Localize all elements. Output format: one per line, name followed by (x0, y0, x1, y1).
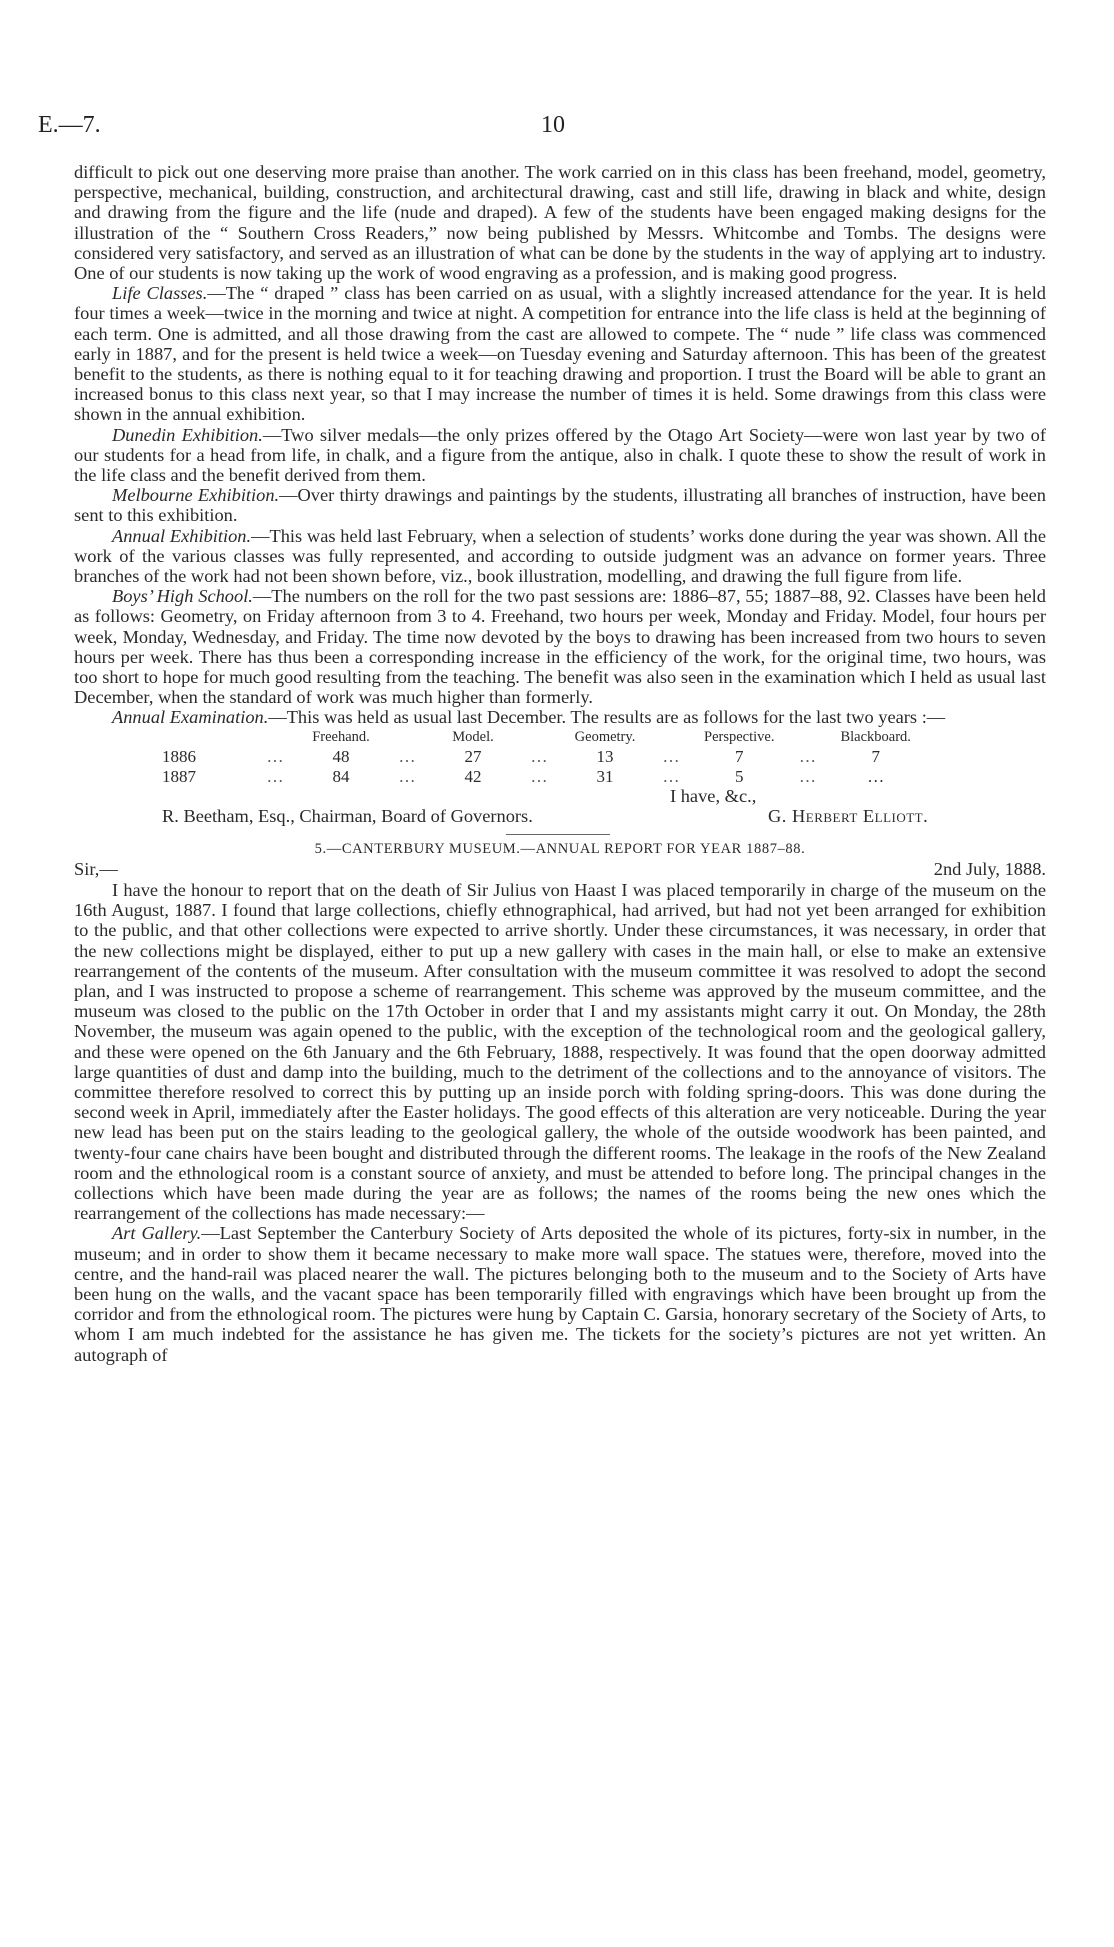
leader-dots: … (266, 747, 284, 767)
paragraph-art-gallery (74, 1223, 1046, 1364)
salutation-line (74, 859, 1046, 880)
paragraph-boys-high-school (74, 586, 1046, 707)
closing-addressee: R. Beetham, Esq., Chairman, Board of Governors. (162, 805, 533, 826)
art-gallery-text: —Last September the Canterbury Society of Arts deposited the whole of its pictures, forty-six in number, in the museum; and in order to show them it became necessary to make more wall space. The statues were, therefore, moved into the centre, and the hand-rail was placed nearer the wall. The pictures belonging both to the museum and to the Society of Arts have been hung on the walls, and the vacant space has been temporarily filled with engravings which have been brought up from the corridor and from the ethnological room. The pictures were hung by Captain C. Garsia, honorary secretary of the Society of Arts, to whom I am much indebted for the assistance he has given me. The tickets for the society’s pictures are not yet written. An autograph of (74, 1223, 1046, 1365)
table-row (74, 767, 911, 786)
leader-dots: … (398, 747, 416, 767)
paragraph-annual-exhibition (74, 526, 1046, 587)
leader-dots: … (662, 747, 680, 767)
row-year: 1887 (162, 766, 196, 786)
closing-block (74, 786, 1046, 826)
row-year: 1886 (162, 747, 196, 767)
paragraph-life-classes (74, 283, 1046, 424)
results-table-header (74, 728, 911, 747)
cell-model: 27 (464, 747, 482, 767)
cell-perspective: 5 (734, 766, 744, 786)
cell-blackboard: … (867, 766, 885, 786)
document-reference: E.—7. (38, 112, 101, 138)
paragraph-museum-report: I have the honour to report that on the death of Sir Julius von Haast I was placed temporarily in charge of the museum on the 16th August, 1887. I found that large collections, chiefly ethnographical, had arrived, but had not yet been arranged for exhibition to the public, and that other collections were expected to arrive shortly. Under these circumstances, it was necessary, in order that the new collections might be displayed, either to put up a new gallery with cases in the main hall, or else to make an extensive rearrangement of the contents of the museum. After consultation with the museum committee it was resolved to adopt the second plan, and I was instructed to propose a scheme of rearrangement. This scheme was approved by the museum committee, and the museum was closed to the public on the 17th October in order that I and my assistants might carry it out. On Monday, the 28th November, the museum was again opened to the public, with the exception of the technological room and the geological gallery, and these were opened on the 6th January and the 6th February, 1888, respectively. It was found that the open doorway admitted large quantities of dust and damp into the building, much to the detriment of the collections and to the annoyance of visitors. The committee therefore resolved to correct this by putting up an inside porch with folding spring-doors. This was done during the second week in April, immediately after the Easter holidays. The good effects of this alteration are very noticeable. During the year new lead has been put on the stairs leading to the geological gallery, the whole of the outside woodwork has been painted, and twenty-four cane chairs have been bought and distributed through the different rooms. The leakage in the roofs of the New Zealand room and the ethnological room is a constant source of anxiety, and must be attended to before long. The principal changes in the collections which have been made during the year are as follows; the names of the rooms being the new ones which the rearrangement of the collections has made necessary:— (74, 879, 1046, 1224)
melbourne-text: —Over thirty drawings and paintings by the students, illustrating all branches of instruction, have been sent to this exhibition. (74, 485, 1046, 526)
results-table (74, 728, 911, 786)
closing-i-have: I have, &c., (670, 785, 757, 806)
leader-dots: … (530, 747, 548, 767)
boys-high-school-title: Boys’ High School. (112, 586, 253, 607)
paragraph-annual-examination (74, 707, 1046, 727)
page-number: 10 (541, 112, 565, 138)
leader-dots: … (398, 766, 416, 786)
leader-dots: … (530, 766, 548, 786)
paragraph-melbourne-exhibition (74, 485, 1046, 525)
column-header-perspective: Perspective. (704, 728, 775, 745)
column-header-freehand: Freehand. (312, 728, 370, 745)
paragraph-continuation: difficult to pick out one deserving more praise than another. The work carried on in this class has been freehand, model, geometry, perspective, mechanical, building, construction, and architectural drawing, cast and still life, drawing in black and white, design and drawing from the figure and the life (nude and draped). A few of the students have been engaged making designs for the illustration of the “ Southern Cross Readers,” now being published by Messrs. Whitcombe and Tombs. The designs were considered very satisfactory, and served as an illustration of what can be done by the students in the way of applying art to industry. One of our students is now taking up the work of wood engraving as a profession, and is making good progress. (74, 162, 1046, 284)
art-gallery-title: Art Gallery. (112, 1223, 202, 1244)
column-header-geometry: Geometry. (574, 728, 636, 745)
section-divider (506, 834, 610, 835)
annual-examination-text: —This was held as usual last December. The results are as follows for the last two years :— (268, 707, 946, 728)
table-row (74, 747, 911, 766)
letter-date: 2nd July, 1888. (933, 858, 1046, 879)
column-header-blackboard: Blackboard. (840, 728, 911, 745)
paragraph-dunedin-exhibition (74, 425, 1046, 486)
cell-geometry: 31 (596, 766, 614, 786)
leader-dots: … (798, 766, 816, 786)
dunedin-text: —Two silver medals—the only prizes offered by the Otago Art Society—were won last year by two of our students for a head from life, in chalk, and a figure from the antique, also in chalk. I quote these to show the result of work in the life class and the benefit derived from them. (74, 424, 1046, 486)
annual-exhibition-text: —This was held last February, when a selection of students’ works done during the year was shown. All the work of the various classes was fully represented, and according to outside judgment was an advance on former years. Three branches of the work had not been shown before, viz., book illustration, modelling, and drawing the full figure from life. (74, 525, 1046, 587)
melbourne-title: Melbourne Exhibition. (112, 485, 280, 506)
column-header-model: Model. (452, 728, 494, 745)
closing-signature: G. Herbert Elliott. (768, 805, 929, 826)
annual-exhibition-title: Annual Exhibition. (112, 525, 252, 546)
boys-high-school-text: —The numbers on the roll for the two past sessions are: 1886–87, 55; 1887–88, 92. Classes have been held as follows: Geometry, on Friday afternoon from 3 to 4. Freehand, two hours per week, Monday and Friday. Model, four hours per week, Monday, Wednesday, and Friday. The time now devoted by the boys to drawing has been increased from two hours to seven hours per week. There has thus been a corresponding increase in the efficiency of the work, for the original time, two hours, was too short to hope for much good resulting from the teaching. The benefit was also seen in the examination which I held as usual last December, when the standard of work was much higher than formerly. (74, 586, 1046, 708)
life-classes-text: —The “ draped ” class has been carried on as usual, with a slightly increased attendance for the year. It is held four times a week—twice in the morning and twice at night. A competition for entrance into the life class is held at the beginning of each term. One is admitted, and all those drawing from the cast are allowed to compete. The “ nude ” life class was commenced early in 1887, and for the present is held twice a week—on Tuesday evening and Saturday afternoon. This has been of the greatest benefit to the students, as there is nothing equal to it for teaching drawing and proportion. I trust the Board will be able to grant an increased bonus to this class next year, so that I may increase the number of times it is held. Some drawings from this class were shown in the annual exhibition. (74, 283, 1046, 425)
cell-model: 42 (464, 766, 482, 786)
life-classes-title: Life Classes. (112, 283, 208, 304)
cell-blackboard: 7 (871, 747, 880, 767)
leader-dots: … (266, 766, 284, 786)
cell-geometry: 13 (596, 747, 614, 767)
salutation: Sir,— (74, 858, 118, 879)
annual-examination-title: Annual Examination. (112, 707, 269, 728)
cell-freehand: 84 (332, 766, 350, 786)
text-column (74, 162, 1046, 1365)
leader-dots: … (798, 747, 816, 767)
section-heading: 5.—CANTERBURY MUSEUM.—ANNUAL REPORT FOR YEAR 1887–88. (314, 840, 806, 857)
dunedin-title: Dunedin Exhibition. (112, 424, 263, 445)
cell-freehand: 48 (332, 747, 350, 767)
cell-perspective: 7 (734, 747, 744, 767)
leader-dots: … (662, 766, 680, 786)
